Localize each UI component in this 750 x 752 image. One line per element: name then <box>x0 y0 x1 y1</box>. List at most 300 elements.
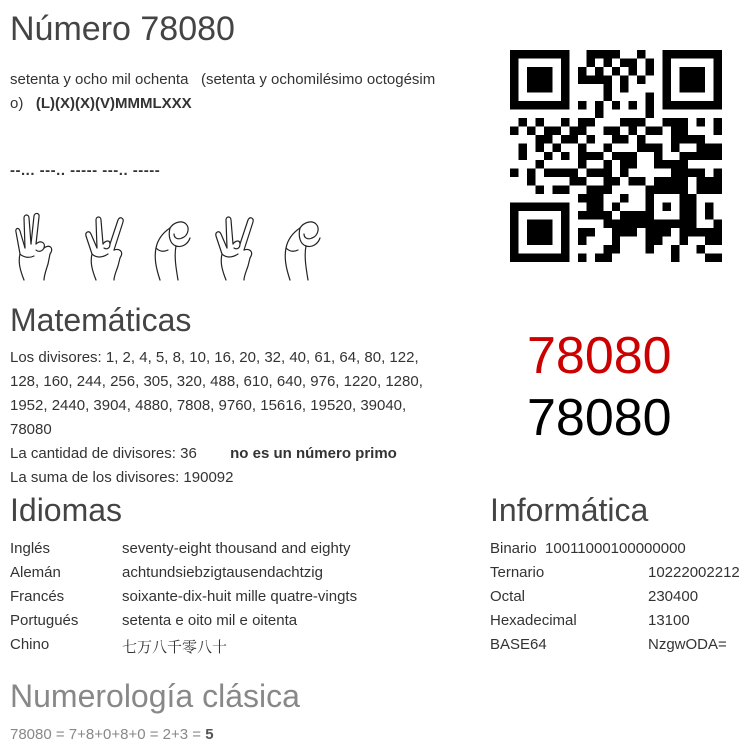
qr-module <box>535 75 543 83</box>
qr-module <box>510 84 518 92</box>
qr-module <box>654 220 662 228</box>
qr-module <box>603 220 611 228</box>
qr-module <box>697 135 705 143</box>
qr-module <box>714 101 722 109</box>
cardinal-text: setenta y ocho mil ochenta <box>10 71 189 88</box>
qr-module <box>595 101 603 109</box>
qr-module <box>620 220 628 228</box>
qr-module <box>578 118 586 126</box>
qr-module <box>612 245 620 253</box>
qr-module <box>535 135 543 143</box>
qr-module <box>714 84 722 92</box>
qr-module <box>705 211 713 219</box>
qr-module <box>578 237 586 245</box>
qr-module <box>612 126 620 134</box>
qr-module <box>705 254 713 262</box>
qr-module <box>510 245 518 253</box>
qr-module <box>680 84 688 92</box>
qr-module <box>595 254 603 262</box>
qr-module <box>629 211 637 219</box>
qr-module <box>629 58 637 66</box>
qr-module <box>671 143 679 151</box>
qr-module <box>544 50 552 58</box>
qr-module <box>603 177 611 185</box>
qr-module <box>578 126 586 134</box>
prime-status: no es un número primo <box>230 445 397 462</box>
qr-module <box>714 75 722 83</box>
qr-module <box>671 118 679 126</box>
hand-zero-icon <box>148 208 200 282</box>
qr-module <box>595 152 603 160</box>
qr-module <box>544 101 552 109</box>
language-value: 七万八千零八十 <box>122 639 228 656</box>
qr-module <box>561 152 569 160</box>
qr-module <box>688 203 696 211</box>
qr-module <box>595 50 603 58</box>
qr-module <box>646 101 654 109</box>
qr-module <box>705 177 713 185</box>
qr-module <box>578 152 586 160</box>
qr-module <box>586 211 594 219</box>
qr-module <box>663 50 671 58</box>
qr-module <box>561 237 569 245</box>
qr-module <box>612 135 620 143</box>
language-value: soixante-dix-huit mille quatre-vingts <box>122 588 358 605</box>
qr-module <box>561 67 569 75</box>
qr-module <box>688 135 696 143</box>
qr-module <box>510 101 518 109</box>
base-label: Hexadecimal <box>490 612 577 629</box>
qr-module <box>680 75 688 83</box>
qr-module <box>654 237 662 245</box>
qr-module <box>688 220 696 228</box>
qr-module <box>637 220 645 228</box>
language-name: Alemán <box>10 564 61 581</box>
qr-module <box>586 58 594 66</box>
qr-module <box>680 67 688 75</box>
qr-module <box>663 92 671 100</box>
qr-module <box>697 169 705 177</box>
qr-module <box>578 194 586 202</box>
language-value: setenta e oito mil e oitenta <box>122 612 298 629</box>
qr-module <box>663 203 671 211</box>
qr-module <box>671 245 679 253</box>
qr-module <box>603 84 611 92</box>
qr-module <box>629 160 637 168</box>
qr-module <box>646 245 654 253</box>
qr-module <box>680 177 688 185</box>
qr-module <box>671 254 679 262</box>
qr-module <box>552 186 560 194</box>
qr-module <box>527 67 535 75</box>
qr-module <box>518 254 526 262</box>
qr-module <box>680 118 688 126</box>
qr-module <box>688 152 696 160</box>
qr-module <box>671 186 679 194</box>
roman-numeral: (L)(X)(X)(V)MMMLXXX <box>35 95 192 112</box>
qr-module <box>629 126 637 134</box>
qr-module <box>654 152 662 160</box>
qr-module <box>646 126 654 134</box>
qr-module <box>654 177 662 185</box>
qr-module <box>697 50 705 58</box>
qr-module <box>714 143 722 151</box>
qr-module <box>535 143 543 151</box>
qr-module <box>663 118 671 126</box>
qr-module <box>663 160 671 168</box>
qr-module <box>535 186 543 194</box>
qr-module <box>527 237 535 245</box>
qr-module <box>544 228 552 236</box>
qr-module <box>637 50 645 58</box>
base-value: 10222002212 <box>648 564 740 581</box>
qr-module <box>586 75 594 83</box>
qr-module <box>646 109 654 117</box>
qr-module <box>663 67 671 75</box>
qr-module <box>518 203 526 211</box>
binary-value: 10011000100000000 <box>545 540 686 557</box>
numerology-heading: Numerología clásica <box>10 678 300 714</box>
qr-module <box>697 75 705 83</box>
qr-module <box>569 169 577 177</box>
qr-module <box>518 101 526 109</box>
computing-heading: Informática <box>490 492 649 528</box>
qr-module <box>510 203 518 211</box>
qr-module <box>603 186 611 194</box>
base-value: NzgwODA= <box>648 636 727 653</box>
number-black: 78080 <box>527 389 672 447</box>
qr-module <box>680 169 688 177</box>
qr-module <box>620 169 628 177</box>
qr-module <box>705 186 713 194</box>
qr-module <box>535 203 543 211</box>
qr-module <box>561 211 569 219</box>
spelled-number <box>10 68 480 116</box>
qr-module <box>569 126 577 134</box>
qr-module <box>535 101 543 109</box>
qr-module <box>654 160 662 168</box>
language-name: Chino <box>10 636 50 653</box>
qr-module <box>527 101 535 109</box>
qr-module <box>714 254 722 262</box>
qr-module <box>578 143 586 151</box>
qr-module <box>586 186 594 194</box>
qr-module <box>612 220 620 228</box>
qr-module <box>680 160 688 168</box>
qr-module <box>586 152 594 160</box>
qr-module <box>510 92 518 100</box>
qr-module <box>637 118 645 126</box>
qr-module <box>637 75 645 83</box>
qr-module <box>663 220 671 228</box>
qr-module <box>680 186 688 194</box>
qr-module <box>671 135 679 143</box>
qr-module <box>603 75 611 83</box>
qr-module <box>680 152 688 160</box>
qr-module <box>527 50 535 58</box>
qr-module <box>561 101 569 109</box>
qr-module <box>663 58 671 66</box>
qr-module <box>578 160 586 168</box>
qr-module <box>510 58 518 66</box>
qr-module <box>714 152 722 160</box>
qr-module <box>680 126 688 134</box>
qr-module <box>544 152 552 160</box>
language-name: Francés <box>10 588 65 605</box>
qr-module <box>705 203 713 211</box>
qr-module <box>561 118 569 126</box>
qr-module <box>620 152 628 160</box>
qr-module <box>680 211 688 219</box>
qr-module <box>680 203 688 211</box>
ordinal-text: (setenta y ochomilésimo octogésim <box>200 71 436 88</box>
base-value: 13100 <box>648 612 690 629</box>
qr-module <box>535 237 543 245</box>
qr-module <box>705 50 713 58</box>
qr-module <box>714 92 722 100</box>
qr-module <box>629 101 637 109</box>
divisors-line: Los divisores: 1, 2, 4, 5, 8, 10, 16, 20, 32, 40, 61, 64, 80, 122, <box>10 349 419 366</box>
qr-module <box>518 118 526 126</box>
qr-module <box>535 118 543 126</box>
qr-module <box>561 75 569 83</box>
qr-module <box>603 143 611 151</box>
qr-module <box>544 169 552 177</box>
qr-module <box>552 169 560 177</box>
divisor-sum: La suma de los divisores: 190092 <box>10 469 234 486</box>
qr-module <box>671 220 679 228</box>
qr-module <box>663 75 671 83</box>
qr-module <box>535 84 543 92</box>
base-label: Ternario <box>490 564 545 581</box>
qr-module <box>612 50 620 58</box>
qr-module <box>586 135 594 143</box>
numerology-formula-row <box>10 726 214 743</box>
qr-module <box>620 58 628 66</box>
qr-module <box>680 220 688 228</box>
qr-module <box>620 84 628 92</box>
qr-module <box>680 228 688 236</box>
base-label: BASE64 <box>490 636 547 653</box>
qr-module <box>544 220 552 228</box>
binary-row <box>490 540 686 557</box>
qr-module <box>535 228 543 236</box>
qr-module <box>688 228 696 236</box>
hand-eight-icon <box>210 208 262 282</box>
qr-module <box>646 220 654 228</box>
qr-module <box>544 203 552 211</box>
qr-module <box>544 126 552 134</box>
qr-module <box>510 237 518 245</box>
qr-module <box>671 177 679 185</box>
qr-module <box>535 67 543 75</box>
qr-module <box>688 169 696 177</box>
qr-module <box>552 101 560 109</box>
qr-module <box>680 50 688 58</box>
qr-module <box>646 92 654 100</box>
qr-module <box>510 254 518 262</box>
qr-module <box>612 237 620 245</box>
qr-module <box>527 84 535 92</box>
qr-module <box>544 67 552 75</box>
qr-module <box>714 220 722 228</box>
qr-module <box>714 177 722 185</box>
qr-module <box>612 228 620 236</box>
qr-module <box>637 177 645 185</box>
divisors-block <box>10 346 480 490</box>
qr-module <box>561 228 569 236</box>
qr-module <box>612 203 620 211</box>
divisors-line: 1952, 2440, 3904, 4880, 7808, 9760, 15616, 19520, 39040, <box>10 397 407 414</box>
qr-module <box>535 220 543 228</box>
qr-module <box>544 135 552 143</box>
qr-module <box>586 50 594 58</box>
qr-module <box>671 169 679 177</box>
base-label: Octal <box>490 588 526 605</box>
math-heading: Matemáticas <box>10 302 192 338</box>
qr-module <box>637 211 645 219</box>
qr-module <box>518 152 526 160</box>
qr-module <box>595 67 603 75</box>
qr-module <box>629 177 637 185</box>
qr-module <box>612 101 620 109</box>
qr-module <box>510 67 518 75</box>
qr-module <box>671 50 679 58</box>
qr-module <box>552 143 560 151</box>
qr-module <box>510 228 518 236</box>
qr-module <box>603 92 611 100</box>
qr-module <box>705 237 713 245</box>
qr-module <box>629 118 637 126</box>
qr-module <box>510 126 518 134</box>
qr-module <box>595 186 603 194</box>
qr-module <box>646 58 654 66</box>
qr-module <box>671 101 679 109</box>
hand-eight-icon <box>80 208 132 282</box>
qr-module <box>595 75 603 83</box>
qr-module <box>552 126 560 134</box>
qr-module <box>561 50 569 58</box>
qr-module <box>527 203 535 211</box>
qr-module <box>527 169 535 177</box>
qr-module <box>620 118 628 126</box>
qr-module <box>654 126 662 134</box>
qr-module <box>688 75 696 83</box>
qr-module <box>535 50 543 58</box>
qr-module <box>544 75 552 83</box>
qr-module <box>527 126 535 134</box>
qr-module <box>603 58 611 66</box>
qr-module <box>561 186 569 194</box>
hand-seven-icon <box>10 208 62 282</box>
qr-module <box>603 211 611 219</box>
qr-module <box>603 254 611 262</box>
qr-module <box>629 152 637 160</box>
qr-module <box>646 186 654 194</box>
qr-module <box>697 84 705 92</box>
qr-module <box>578 101 586 109</box>
qr-module <box>680 237 688 245</box>
qr-module <box>697 67 705 75</box>
qr-module <box>714 228 722 236</box>
qr-module <box>714 50 722 58</box>
base-value: 230400 <box>648 588 699 605</box>
binary-label: Binario <box>490 540 537 557</box>
qr-module <box>561 84 569 92</box>
qr-module <box>561 92 569 100</box>
qr-module <box>688 67 696 75</box>
qr-module <box>705 228 713 236</box>
qr-module <box>654 186 662 194</box>
ordinal-text-end: o) <box>10 95 24 112</box>
qr-module <box>561 58 569 66</box>
qr-module <box>680 135 688 143</box>
qr-module <box>561 245 569 253</box>
numerology-formula: 78080 = 7+8+0+8+0 = 2+3 = <box>10 726 206 743</box>
qr-module <box>535 160 543 168</box>
qr-module <box>612 177 620 185</box>
qr-module <box>629 228 637 236</box>
qr-module <box>697 228 705 236</box>
qr-module <box>510 211 518 219</box>
qr-module <box>714 186 722 194</box>
qr-module <box>620 75 628 83</box>
qr-module <box>620 211 628 219</box>
qr-module <box>595 169 603 177</box>
qr-module <box>595 194 603 202</box>
qr-module <box>561 203 569 211</box>
qr-module <box>527 177 535 185</box>
qr-module <box>552 203 560 211</box>
qr-module <box>603 50 611 58</box>
qr-module <box>688 50 696 58</box>
qr-module <box>578 67 586 75</box>
qr-module <box>561 135 569 143</box>
qr-module <box>697 101 705 109</box>
qr-module <box>561 169 569 177</box>
qr-module <box>671 160 679 168</box>
qr-module <box>510 169 518 177</box>
qr-module <box>629 67 637 75</box>
hand-zero-icon <box>278 208 330 282</box>
languages-heading: Idiomas <box>10 492 123 528</box>
qr-module <box>705 143 713 151</box>
qr-module <box>527 75 535 83</box>
qr-module <box>552 254 560 262</box>
qr-module <box>663 228 671 236</box>
qr-module <box>697 152 705 160</box>
language-value: seventy-eight thousand and eighty <box>122 540 351 557</box>
qr-module <box>654 228 662 236</box>
qr-module <box>569 177 577 185</box>
qr-module <box>595 211 603 219</box>
qr-module <box>714 58 722 66</box>
qr-module <box>646 228 654 236</box>
qr-module <box>578 211 586 219</box>
qr-module <box>688 101 696 109</box>
page-title: Número 78080 <box>10 10 235 48</box>
divisors-line: 128, 160, 244, 256, 305, 320, 488, 610, 640, 976, 1220, 1280, <box>10 373 423 390</box>
qr-module <box>586 194 594 202</box>
qr-module <box>586 203 594 211</box>
qr-module <box>535 254 543 262</box>
language-name: Inglés <box>10 540 51 557</box>
qr-module <box>620 194 628 202</box>
qr-module <box>714 237 722 245</box>
qr-module <box>663 84 671 92</box>
number-red: 78080 <box>527 327 672 385</box>
qr-module <box>518 50 526 58</box>
